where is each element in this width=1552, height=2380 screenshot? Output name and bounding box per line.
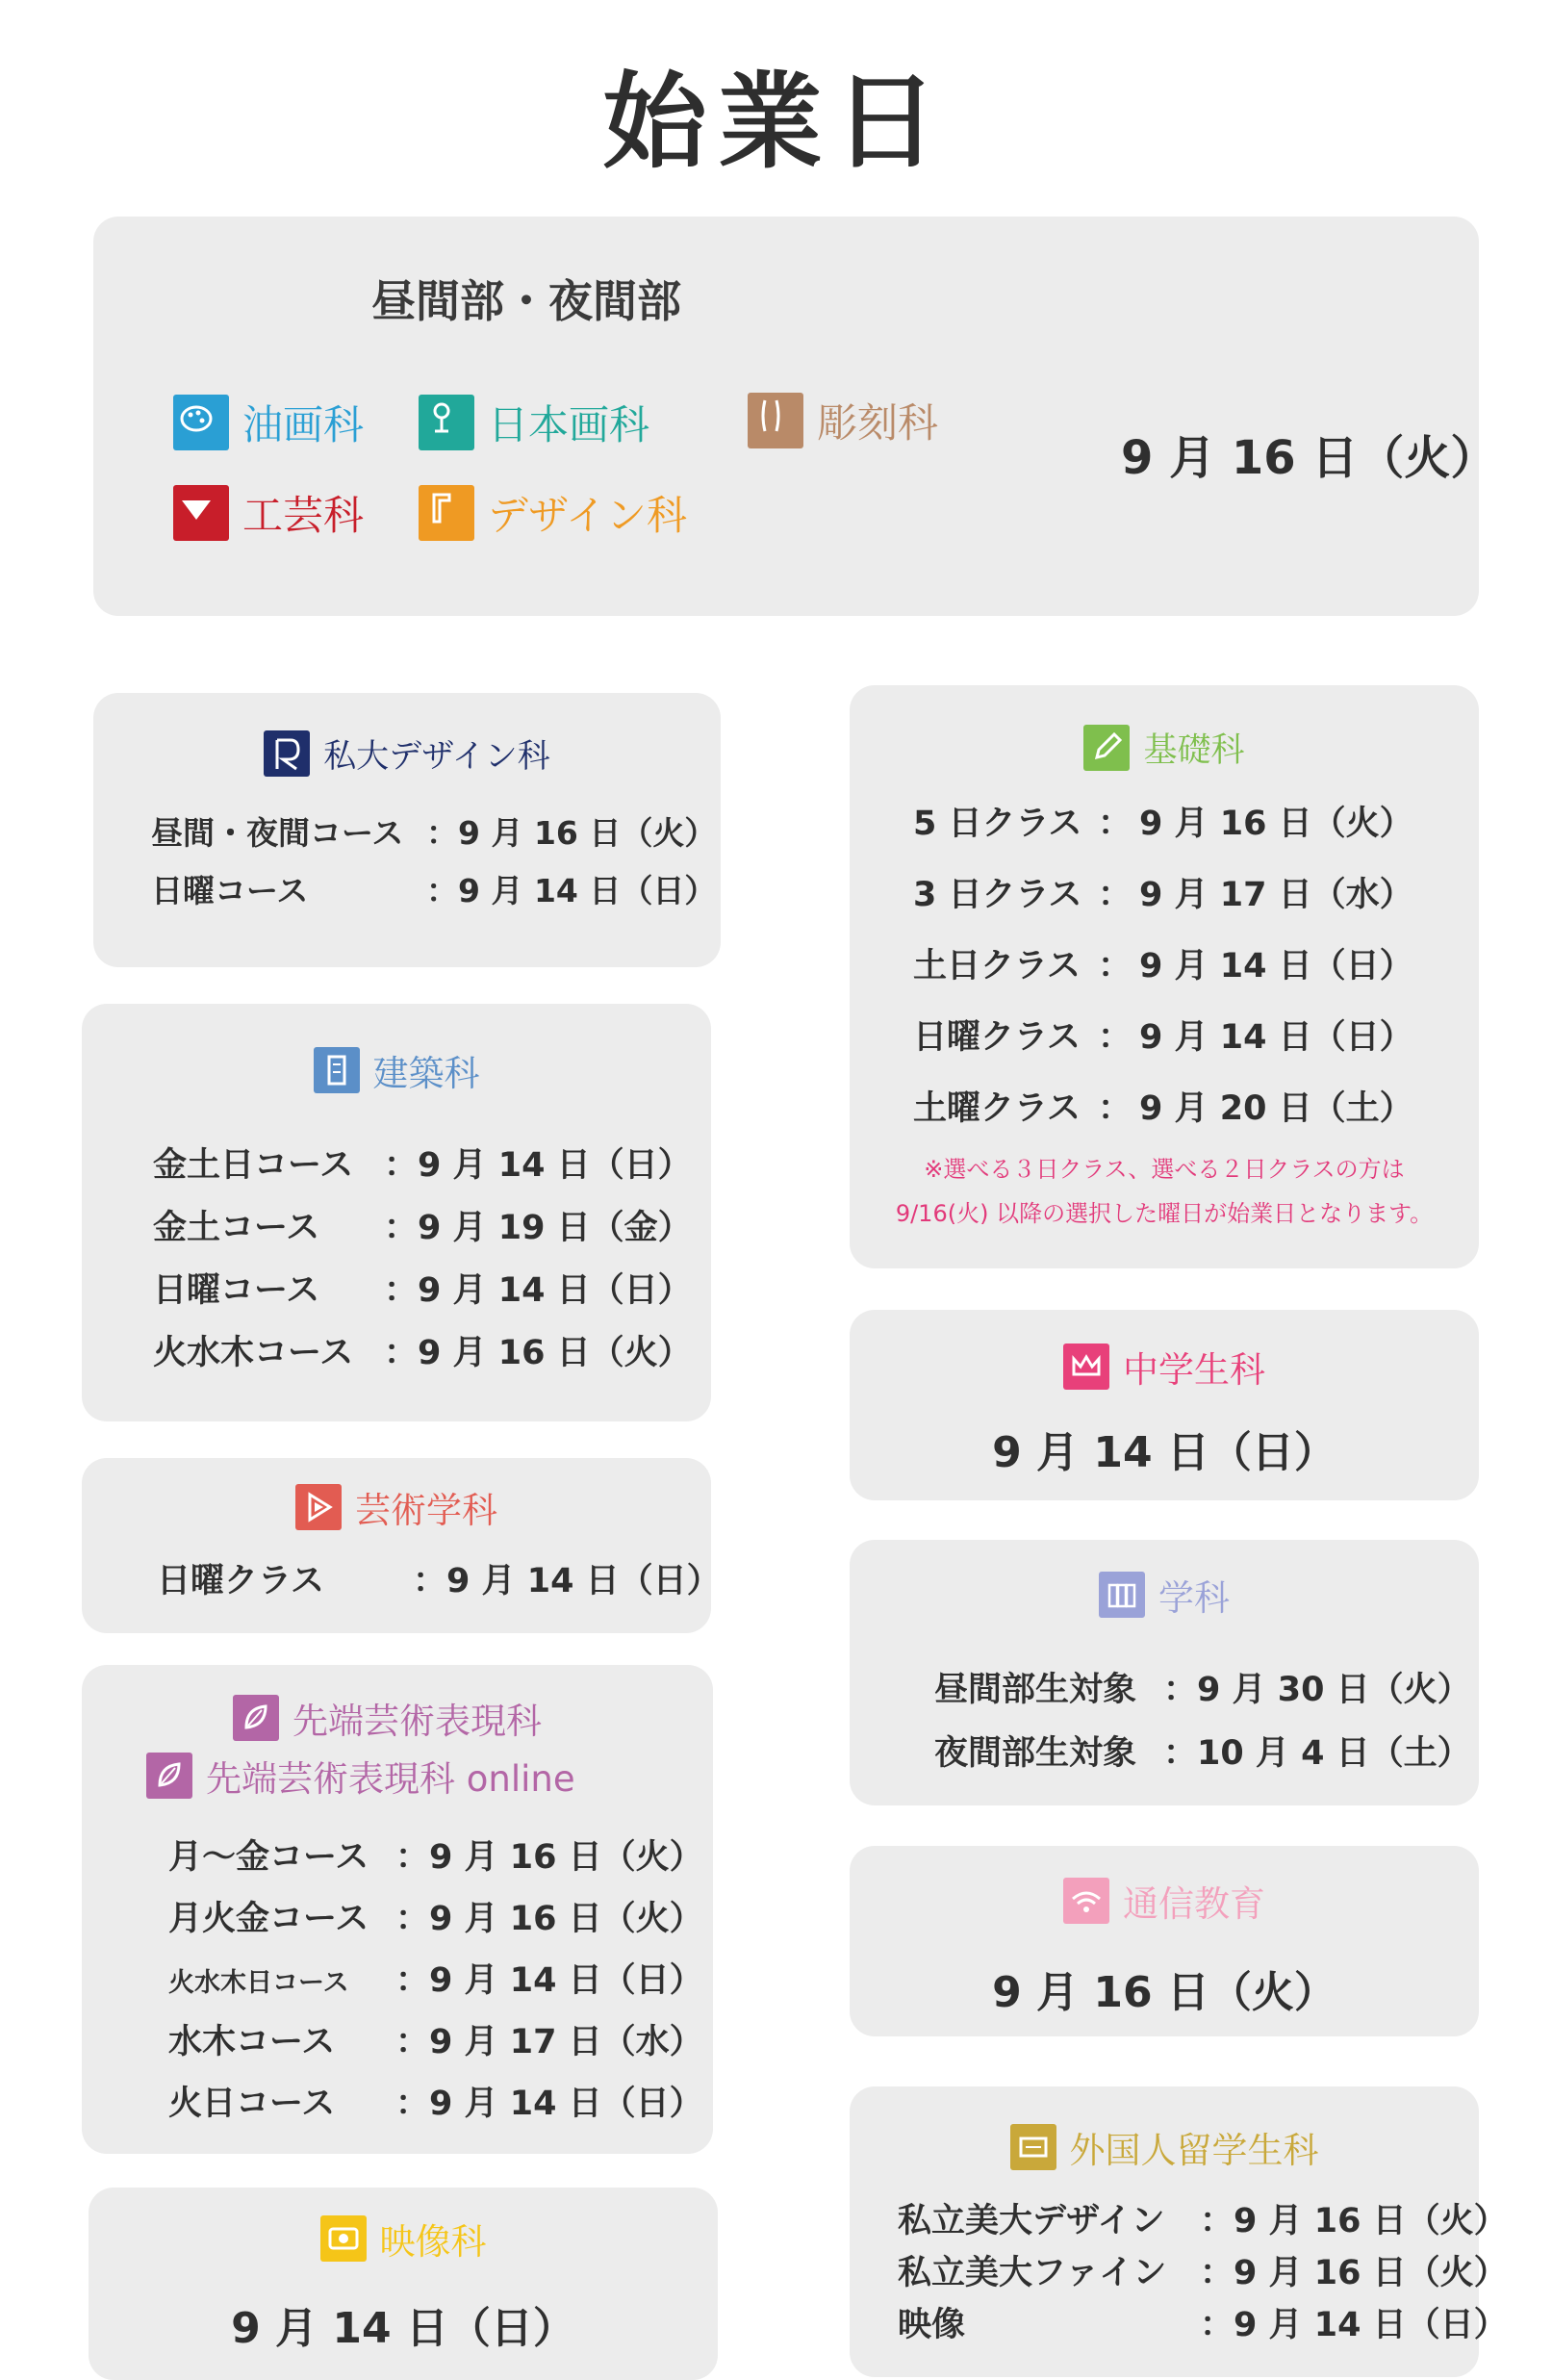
kiso-row: 3 日クラス ： 9 月 17 日（水） bbox=[913, 876, 1413, 914]
design-icon bbox=[419, 485, 474, 541]
dept-chokoku bbox=[748, 392, 938, 449]
card-sentan bbox=[82, 1665, 713, 2154]
card-eizo bbox=[89, 2188, 718, 2380]
card-shidai-design bbox=[93, 693, 721, 967]
dept-design-label: デザイン科 bbox=[488, 492, 688, 539]
card-day-night bbox=[93, 217, 1497, 616]
crown-icon bbox=[1063, 1344, 1109, 1390]
card-kiso-title: 基礎科 bbox=[850, 724, 1479, 772]
gakka-row: 夜間部生対象 ：10 月 4 日（土） bbox=[934, 1734, 1471, 1773]
kiso-row: 日曜クラス ： 9 月 14 日（日） bbox=[913, 1018, 1413, 1057]
brush-stand-icon bbox=[419, 395, 474, 450]
dept-abura-label: 油画科 bbox=[242, 401, 365, 448]
kiso-note-line2: 9/16(火) 以降の選択した曜日が始業日となります。 bbox=[895, 1200, 1434, 1227]
ryugaku-row: 映像 ：9 月 14 日（日） bbox=[898, 2306, 1508, 2344]
sentan-row: 月火金コース ：9 月 16 日（火） bbox=[168, 1900, 703, 1938]
card-eizo-title: 映像科 bbox=[89, 2213, 718, 2265]
card-day-night-title: 昼間部・夜間部 bbox=[371, 275, 681, 327]
card-geijutsu-title: 芸術学科 bbox=[82, 1481, 711, 1533]
play-icon bbox=[295, 1484, 342, 1530]
kenchiku-row: 日曜コース ：9 月 14 日（日） bbox=[153, 1271, 692, 1310]
shidai-row: 昼間・夜間コース ：9 月 16 日（火） bbox=[151, 814, 717, 852]
ryugaku-row: 私立美大デザイン ：9 月 16 日（火） bbox=[898, 2202, 1508, 2240]
sentan-row: 水木コース ：9 月 17 日（水） bbox=[168, 2023, 703, 2061]
card-ryugaku-title: 外国人留学生科 bbox=[850, 2121, 1479, 2173]
tsushin-date: 9 月 16 日（火） bbox=[992, 1968, 1336, 2017]
card-geijutsu bbox=[82, 1458, 721, 1633]
ryugaku-row: 私立美大ファイン ：9 月 16 日（火） bbox=[898, 2254, 1508, 2292]
kiso-row: 土日クラス ： 9 月 14 日（日） bbox=[913, 947, 1413, 985]
kiso-note-line1: ※選べる３日クラス、選べる２日クラスの方は bbox=[924, 1156, 1405, 1183]
leaf-icon bbox=[146, 1753, 192, 1799]
card-kenchiku bbox=[82, 1004, 711, 1421]
day-night-date: 9 月 16 日（火） bbox=[1121, 431, 1497, 485]
leaf-icon bbox=[233, 1695, 279, 1741]
card-kiso bbox=[850, 685, 1479, 1268]
card-tsushin bbox=[850, 1846, 1479, 2036]
card-ryugaku bbox=[850, 2086, 1508, 2377]
shidai-design-icon bbox=[264, 730, 310, 777]
dept-nihonga bbox=[419, 394, 649, 451]
kenchiku-row: 金土コース ：9 月 19 日（金） bbox=[153, 1209, 692, 1247]
kenchiku-row: 火水木コース ：9 月 16 日（火） bbox=[153, 1334, 692, 1372]
eizo-date: 9 月 14 日（日） bbox=[231, 2304, 575, 2353]
building-icon bbox=[314, 1047, 360, 1093]
shidai-row: 日曜コース ：9 月 14 日（日） bbox=[151, 872, 717, 909]
pencil-icon bbox=[1083, 725, 1130, 771]
card-chugaku bbox=[850, 1310, 1479, 1500]
card-shidai-design-title: 私大デザイン科 bbox=[93, 729, 721, 777]
card-tsushin-title: 通信教育 bbox=[850, 1875, 1479, 1927]
page-title: 始業日 bbox=[602, 63, 950, 183]
sentan-row: 火水木日コース ：9 月 14 日（日） bbox=[168, 1961, 703, 2000]
chugaku-date: 9 月 14 日（日） bbox=[992, 1428, 1336, 1477]
sentan-row: 火日コース ：9 月 14 日（日） bbox=[168, 2085, 703, 2123]
kiso-row: 土曜クラス ： 9 月 20 日（土） bbox=[913, 1089, 1413, 1128]
card-chugaku-title: 中学生科 bbox=[850, 1341, 1479, 1393]
card-gakka bbox=[850, 1540, 1479, 1805]
dept-abura bbox=[173, 394, 364, 451]
dept-kogei bbox=[173, 484, 364, 542]
kenchiku-row: 金土日コース ：9 月 14 日（日） bbox=[153, 1146, 692, 1185]
carving-tools-icon bbox=[748, 393, 803, 448]
dept-kogei-label: 工芸科 bbox=[242, 492, 365, 539]
film-icon bbox=[320, 2215, 367, 2262]
card-gakka-title: 学科 bbox=[850, 1569, 1479, 1621]
kiso-row: 5 日クラス ： 9 月 16 日（火） bbox=[913, 805, 1413, 843]
card-kenchiku-title: 建築科 bbox=[82, 1044, 711, 1096]
bowl-icon bbox=[173, 485, 229, 541]
dept-chokoku-label: 彫刻科 bbox=[817, 399, 939, 447]
books-icon bbox=[1099, 1572, 1145, 1618]
geijutsu-row: 日曜クラス ：9 月 14 日（日） bbox=[157, 1562, 721, 1600]
dept-nihonga-label: 日本画科 bbox=[488, 401, 650, 448]
dept-design bbox=[419, 484, 687, 542]
sentan-row: 月〜金コース ：9 月 16 日（火） bbox=[168, 1838, 703, 1877]
palette-icon bbox=[173, 395, 229, 450]
card-sentan-title: 先端芸術表現科 bbox=[82, 1692, 713, 1744]
wifi-icon bbox=[1063, 1878, 1109, 1924]
gakka-row: 昼間部生対象 ：9 月 30 日（火） bbox=[934, 1671, 1471, 1709]
card-sentan-online-title: 先端芸術表現科 online bbox=[146, 1750, 575, 1802]
passport-icon bbox=[1010, 2124, 1056, 2170]
